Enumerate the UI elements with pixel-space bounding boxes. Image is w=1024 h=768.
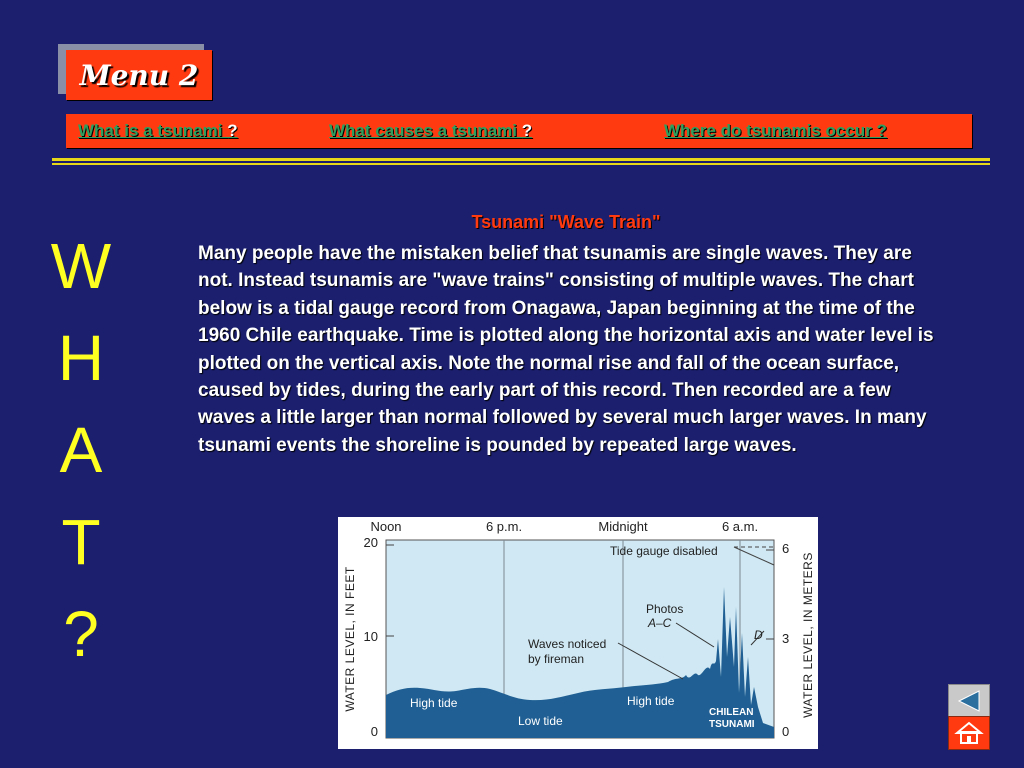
time-label-6am: 6 a.m. bbox=[721, 519, 759, 534]
annotation-high-tide-1: High tide bbox=[410, 696, 458, 710]
annotation-by-fireman: by fireman bbox=[528, 652, 585, 666]
article-body: Many people have the mistaken belief that tsunamis are single waves. They are not. Instead tsunamis are "wave trains" consisting of multiple waves. The chart below is a tidal gauge record from Onagawa, Japan beginning at the time of the 1960 Chile earthquake. Time is plotted along the horizontal axis and water level is plotted on the vertical axis. Note the normal rise and fall of the ocean surface, caused by tides, during the early part of this record. Then recorded are a few waves a little larger than normal followed by several much larger waves. In many tsunami events the shoreline is pounded by repeated large waves. bbox=[198, 243, 934, 456]
annotation-low-tide: Low tide bbox=[518, 714, 563, 728]
time-label-midnight: Midnight bbox=[598, 519, 648, 534]
annotation-high-tide-2: High tide bbox=[627, 694, 675, 708]
what-letter-h: H bbox=[57, 322, 105, 394]
nav-link-where-occur[interactable]: Where do tsunamis occur ? bbox=[664, 121, 887, 140]
menu-title: Menu 2 bbox=[79, 58, 199, 92]
home-icon bbox=[954, 720, 984, 746]
time-label-6pm: 6 p.m. bbox=[485, 519, 523, 534]
divider-rule-bottom bbox=[52, 163, 990, 165]
what-letter-q: ? bbox=[63, 598, 99, 670]
nav-link-what-is-q: ? bbox=[227, 121, 238, 140]
what-letter-a: A bbox=[59, 414, 103, 486]
annotation-gauge-disabled: Tide gauge disabled bbox=[610, 544, 718, 558]
right-tick-0: 0 bbox=[782, 724, 790, 739]
annotation-chilean: CHILEAN bbox=[709, 707, 754, 718]
topic-nav-bar bbox=[66, 114, 972, 148]
right-axis-label: WATER LEVEL, IN METERS bbox=[801, 552, 815, 718]
what-letter-w: W bbox=[50, 230, 112, 302]
tide-gauge-svg bbox=[338, 517, 818, 749]
annotation-photos-ac: A–C bbox=[648, 616, 672, 630]
back-arrow-button[interactable] bbox=[948, 684, 990, 718]
nav-link-what-causes-label[interactable]: What causes a tsunami bbox=[329, 121, 522, 140]
home-button[interactable] bbox=[948, 716, 990, 750]
annotation-d: D bbox=[754, 628, 763, 642]
annotation-photos: Photos bbox=[646, 602, 684, 616]
menu-button[interactable] bbox=[66, 50, 212, 100]
left-tick-20: 20 bbox=[363, 535, 378, 550]
left-tick-10: 10 bbox=[363, 629, 378, 644]
time-label-noon: Noon bbox=[370, 519, 402, 534]
nav-link-what-causes[interactable] bbox=[329, 121, 532, 141]
what-letter-t: T bbox=[61, 506, 101, 578]
left-tick-0: 0 bbox=[370, 724, 378, 739]
annotation-waves-noticed: Waves noticed bbox=[528, 637, 607, 651]
left-axis-label: WATER LEVEL, IN FEET bbox=[343, 566, 357, 712]
right-tick-6: 6 bbox=[782, 541, 790, 556]
nav-link-what-causes-q: ? bbox=[521, 121, 533, 140]
nav-link-what-is-label[interactable]: What is a tsunami bbox=[78, 121, 228, 140]
divider-rule-top bbox=[52, 158, 990, 161]
tide-gauge-figure bbox=[338, 517, 818, 749]
what-vertical-heading bbox=[36, 220, 126, 680]
annotation-tsunami: TSUNAMI bbox=[709, 719, 755, 730]
article-title: Tsunami "Wave Train" bbox=[471, 212, 661, 232]
nav-link-what-is[interactable] bbox=[78, 121, 238, 141]
right-tick-3: 3 bbox=[782, 631, 790, 646]
back-arrow-icon bbox=[955, 689, 983, 713]
